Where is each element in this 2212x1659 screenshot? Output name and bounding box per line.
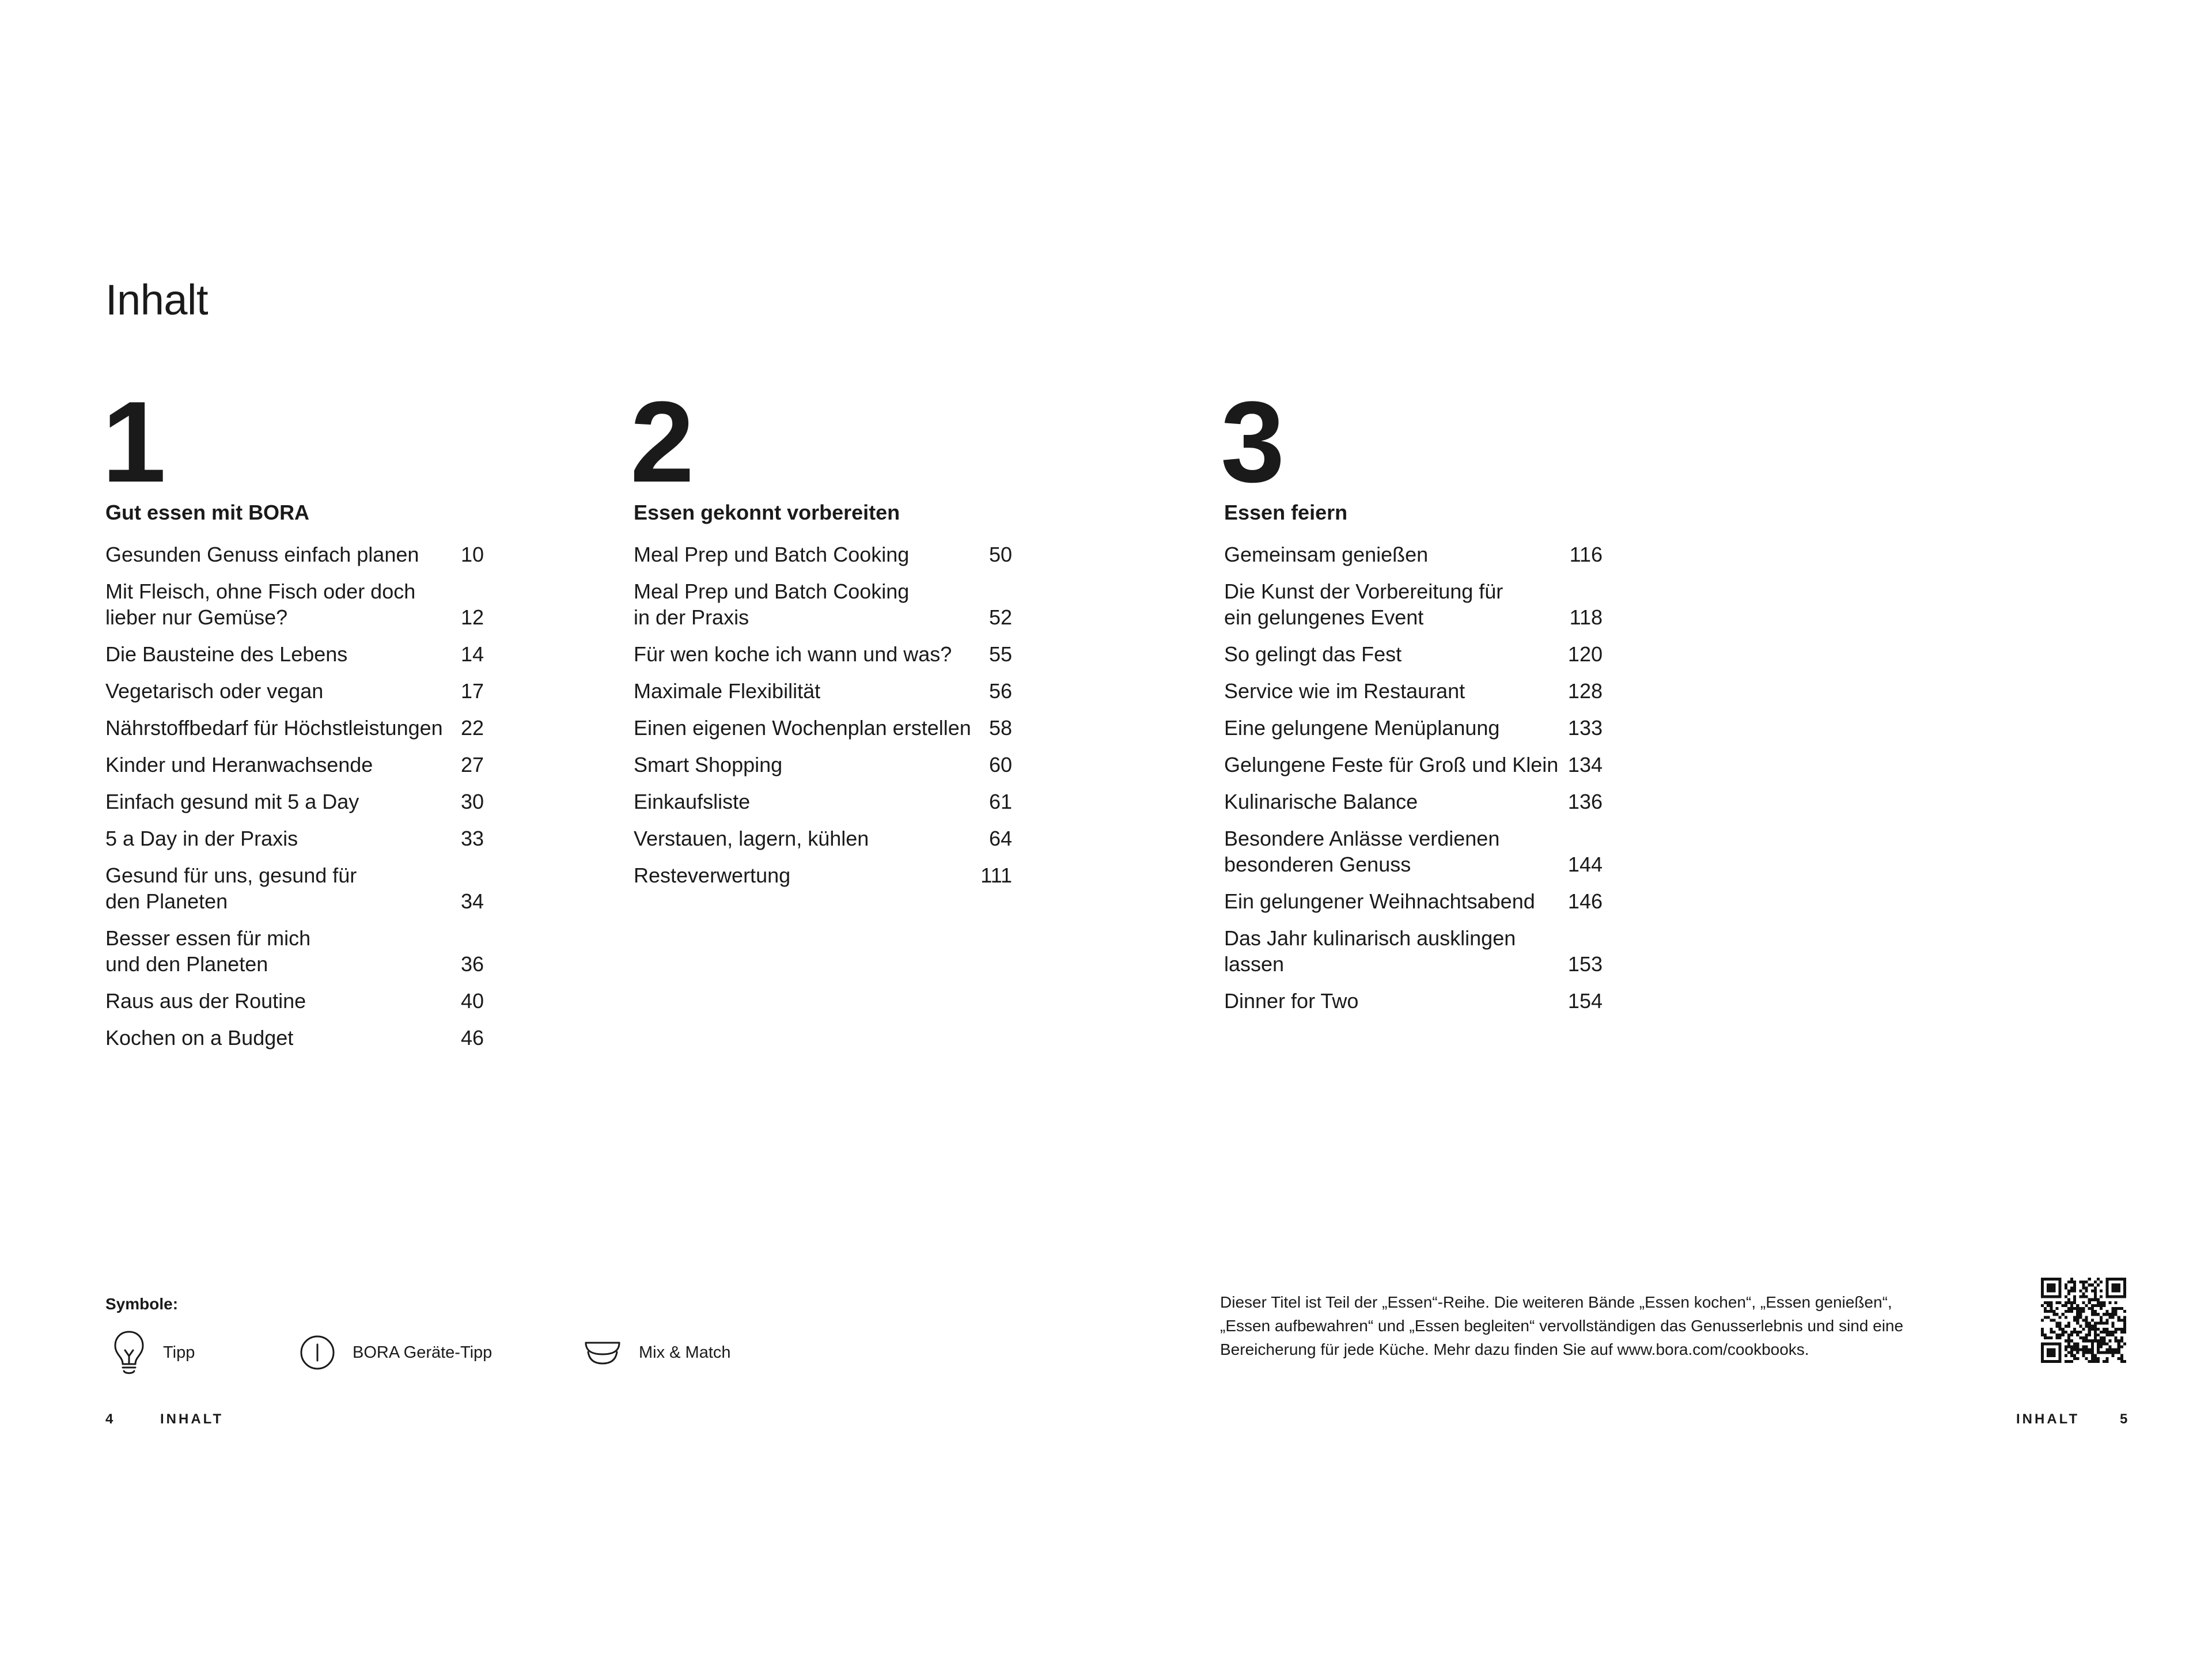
toc-entry[interactable] xyxy=(1224,825,1603,877)
toc-entry[interactable] xyxy=(634,641,1012,667)
toc-page-number: 34 xyxy=(460,889,484,913)
toc-page-number: 61 xyxy=(988,790,1012,813)
lightbulb-icon xyxy=(112,1330,146,1376)
page-title: Inhalt xyxy=(105,276,209,324)
toc-entry-title: Vegetarisch oder vegan xyxy=(105,679,324,703)
qr-code-icon[interactable] xyxy=(2041,1278,2126,1363)
toc-entry[interactable] xyxy=(105,541,484,567)
toc-entry[interactable] xyxy=(634,678,1012,704)
chapter-title: Gut essen mit BORA xyxy=(105,501,310,524)
toc-page-number: 55 xyxy=(988,642,1012,666)
footer-section-left: INHALT xyxy=(160,1411,224,1427)
toc-entry[interactable] xyxy=(1224,888,1603,914)
symbols-title: Symbole: xyxy=(105,1295,179,1313)
toc-entry[interactable] xyxy=(105,825,484,851)
toc-entry-title: Raus aus der Routine xyxy=(105,989,306,1013)
toc-entry-title: Einen eigenen Wochenplan erstellen xyxy=(634,716,971,740)
toc-entry[interactable] xyxy=(105,715,484,741)
toc-entry-title: Gemeinsam genießen xyxy=(1224,543,1429,566)
chapter-number: 2 xyxy=(630,378,692,506)
toc-entry-title: Meal Prep und Batch Cooking xyxy=(634,543,910,566)
toc-page-number: 27 xyxy=(460,753,484,777)
toc-entry[interactable] xyxy=(1224,641,1603,667)
toc-page-number: 64 xyxy=(988,827,1012,850)
toc-entry-title: Kulinarische Balance xyxy=(1224,790,1418,813)
toc-page-number: 58 xyxy=(988,716,1012,740)
toc-entry[interactable] xyxy=(634,789,1012,815)
toc-entry-title: Die Kunst der Vorbereitung für ein gelungenes Event xyxy=(1224,579,1503,629)
toc-entry[interactable] xyxy=(105,862,484,914)
toc-entry-title: Verstauen, lagern, kühlen xyxy=(634,827,869,850)
toc-page-number: 111 xyxy=(980,863,1012,887)
toc-entry-title: Kochen on a Budget xyxy=(105,1026,294,1050)
toc-page-number: 10 xyxy=(460,543,484,566)
toc-entry[interactable] xyxy=(634,578,1012,630)
toc-page-number: 116 xyxy=(1569,543,1603,566)
toc-entry[interactable] xyxy=(634,752,1012,778)
toc-page-number: 128 xyxy=(1567,679,1603,703)
toc-entry[interactable] xyxy=(1224,789,1603,815)
toc-page-number: 52 xyxy=(988,605,1012,629)
toc-entry[interactable] xyxy=(105,789,484,815)
toc-entry-title: Kinder und Heranwachsende xyxy=(105,753,373,777)
toc-page-number: 134 xyxy=(1567,753,1603,777)
toc-entry-title: Einfach gesund mit 5 a Day xyxy=(105,790,359,813)
toc-entry[interactable] xyxy=(1224,578,1603,630)
toc-page-number: 22 xyxy=(460,716,484,740)
toc-entry-title: Mit Fleisch, ohne Fisch oder doch lieber nur Gemüse? xyxy=(105,579,416,629)
toc-entry-title: Ein gelungener Weihnachtsabend xyxy=(1224,889,1535,913)
toc-entry-title: Service wie im Restaurant xyxy=(1224,679,1465,703)
toc-entry[interactable] xyxy=(1224,752,1603,778)
toc-page-number: 118 xyxy=(1569,605,1603,629)
toc-page-number: 14 xyxy=(460,642,484,666)
toc-page-number: 133 xyxy=(1567,716,1603,740)
toc-entry[interactable] xyxy=(105,925,484,977)
bowls-icon xyxy=(584,1335,622,1370)
toc-entry-title: So gelingt das Fest xyxy=(1224,642,1402,666)
toc-entry-title: 5 a Day in der Praxis xyxy=(105,827,298,850)
series-note: Dieser Titel ist Teil der „Essen“-Reihe. Die weiteren Bände „Essen kochen“, „Essen genießen“, „Essen aufbewahren“ und „Essen begleiten“ vervollständigen das Genusserlebnis und sind eine Bereicherung für jede Küche. Mehr dazu finden Sie auf www.bora.com/cookbooks. xyxy=(1220,1293,1904,1358)
toc-page-number: 17 xyxy=(460,679,484,703)
toc-entry-title: Nährstoffbedarf für Höchstleistungen xyxy=(105,716,443,740)
symbol-mix-match xyxy=(584,1330,731,1376)
toc-entry[interactable] xyxy=(1224,988,1603,1014)
toc-entry-title: Gesunden Genuss einfach planen xyxy=(105,543,419,566)
toc-entry[interactable] xyxy=(1224,541,1603,567)
toc-page-number: 33 xyxy=(460,827,484,850)
toc-page-number: 136 xyxy=(1567,790,1603,813)
toc-page-number: 144 xyxy=(1567,853,1603,876)
toc-page-number: 60 xyxy=(988,753,1012,777)
toc-page-number: 46 xyxy=(460,1026,484,1050)
chapter-1 xyxy=(102,378,484,1062)
toc-page-number: 40 xyxy=(460,989,484,1013)
toc-page-number: 30 xyxy=(460,790,484,813)
toc-list xyxy=(105,541,484,1051)
toc-page-number: 36 xyxy=(460,952,484,976)
toc-page-number: 146 xyxy=(1567,889,1603,913)
toc-entry-title: Gelungene Feste für Groß und Klein xyxy=(1224,753,1559,777)
toc-entry-title: Maximale Flexibilität xyxy=(634,679,821,703)
toc-page-number: 50 xyxy=(988,543,1012,566)
chapter-title: Essen gekonnt vorbereiten xyxy=(634,501,900,524)
toc-entry[interactable] xyxy=(105,678,484,704)
symbol-label: Tipp xyxy=(163,1343,195,1362)
toc-entry-title: Meal Prep und Batch Cooking in der Praxis xyxy=(634,579,910,629)
bora-device-icon xyxy=(300,1335,335,1370)
toc-entry[interactable] xyxy=(105,752,484,778)
toc-page-number: 154 xyxy=(1567,989,1603,1013)
chapter-3 xyxy=(1221,378,1603,1025)
toc-page-number: 153 xyxy=(1567,952,1603,976)
chapter-2 xyxy=(630,378,1012,899)
symbol-bora-geraete-tipp xyxy=(300,1330,492,1376)
toc-entry-title: Die Bausteine des Lebens xyxy=(105,642,348,666)
toc-page-number: 56 xyxy=(988,679,1012,703)
toc-entry[interactable] xyxy=(634,715,1012,741)
toc-page-number: 12 xyxy=(460,605,484,629)
toc-entry[interactable] xyxy=(634,862,1012,888)
symbol-tipp xyxy=(112,1330,195,1376)
toc-entry[interactable] xyxy=(1224,925,1603,977)
toc-entry-title: Besondere Anlässe verdienen besonderen Genuss xyxy=(1224,827,1500,876)
chapter-number: 3 xyxy=(1221,378,1283,506)
toc-entry[interactable] xyxy=(634,825,1012,851)
footer-page-number-left: 4 xyxy=(105,1411,116,1427)
footer-page-number-right: 5 xyxy=(2120,1411,2130,1427)
toc-entry-title: Für wen koche ich wann und was? xyxy=(634,642,952,666)
toc-entry[interactable] xyxy=(1224,678,1603,704)
toc-entry-title: Gesund für uns, gesund für den Planeten xyxy=(105,863,357,913)
toc-entry[interactable] xyxy=(105,1025,484,1051)
chapter-title: Essen feiern xyxy=(1224,501,1348,524)
toc-list xyxy=(634,541,1012,888)
footer-section-right: INHALT xyxy=(2016,1411,2080,1427)
symbol-label: BORA Geräte-Tipp xyxy=(353,1343,493,1362)
toc-entry-title: Besser essen für mich und den Planeten xyxy=(105,926,311,976)
toc-entry[interactable] xyxy=(105,641,484,667)
chapter-number: 1 xyxy=(102,378,164,506)
toc-page-number: 120 xyxy=(1567,642,1603,666)
toc-entry[interactable] xyxy=(1224,715,1603,741)
toc-entry-title: Einkaufsliste xyxy=(634,790,751,813)
toc-entry[interactable] xyxy=(105,988,484,1014)
toc-entry-title: Dinner for Two xyxy=(1224,989,1359,1013)
toc-entry[interactable] xyxy=(634,541,1012,567)
toc-entry-title: Das Jahr kulinarisch ausklingen lassen xyxy=(1224,926,1516,976)
toc-entry-title: Resteverwertung xyxy=(634,863,791,887)
toc-entry[interactable] xyxy=(105,578,484,630)
symbol-label: Mix & Match xyxy=(639,1343,731,1362)
toc-list xyxy=(1224,541,1603,1014)
toc-entry-title: Smart Shopping xyxy=(634,753,783,777)
toc-entry-title: Eine gelungene Menüplanung xyxy=(1224,716,1500,740)
